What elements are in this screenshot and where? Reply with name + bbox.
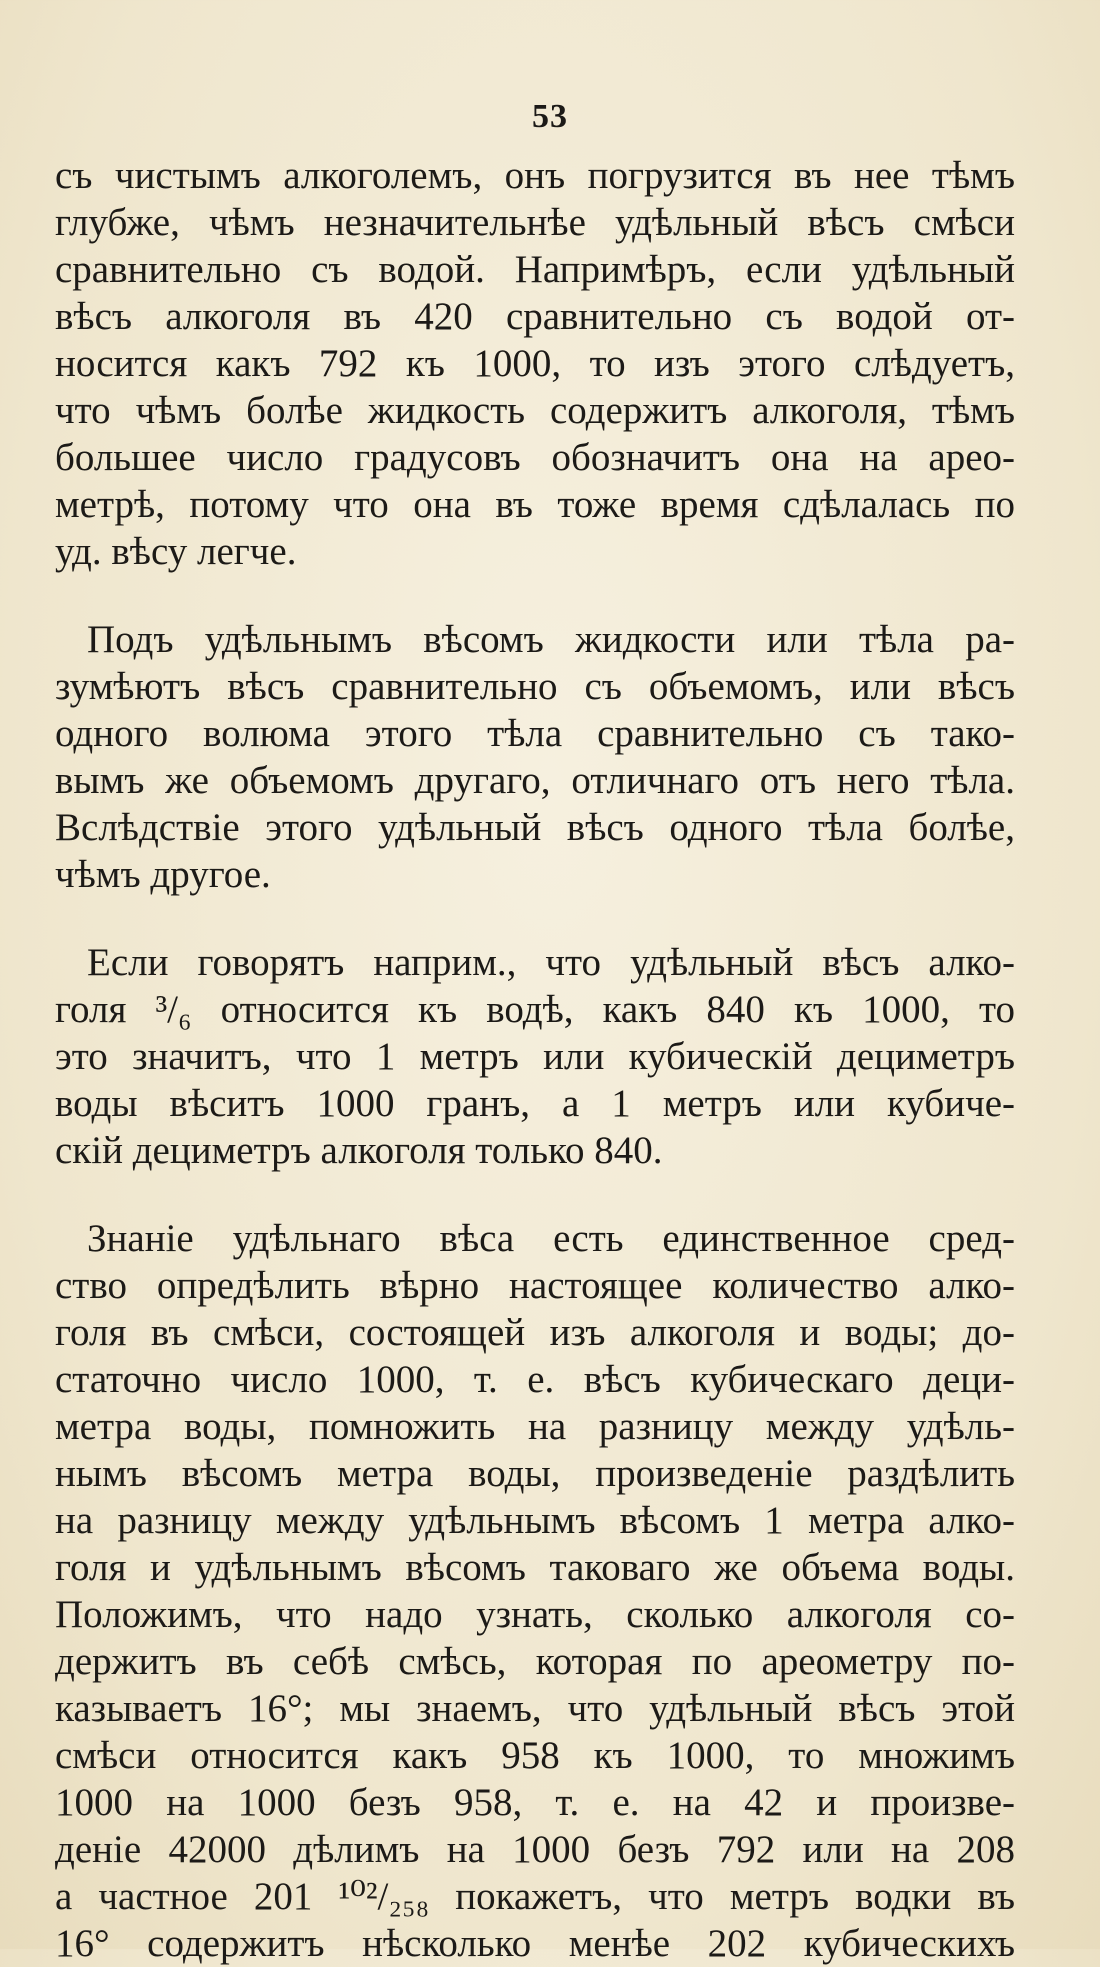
text-line: голя въ смѣси, состоящей изъ алкоголя и воды; до- xyxy=(55,1311,1015,1354)
text-line: метрѣ, потому что она въ тоже время сдѣлалась по xyxy=(55,483,1015,526)
page-number: 53 xyxy=(532,98,568,135)
text-line: глубже, чѣмъ незначительнѣе удѣльный вѣсъ смѣси xyxy=(55,201,1015,244)
text-line: голя ³/₆ относится къ водѣ, какъ 840 къ 1000, то xyxy=(55,988,1015,1031)
text-line: Положимъ, что надо узнать, сколько алкоголя со- xyxy=(55,1593,1015,1636)
body-text xyxy=(55,152,1015,1967)
text-line: воды вѣситъ 1000 гранъ, а 1 метръ или кубиче- xyxy=(55,1082,1015,1125)
text-line: держитъ въ себѣ смѣсь, которая по ареометру по- xyxy=(55,1640,1015,1683)
text-line: скій дециметръ алкоголя только 840. xyxy=(55,1129,663,1172)
text-line: Если говорятъ наприм., что удѣльный вѣсъ алко- xyxy=(87,941,1015,984)
text-line: нымъ вѣсомъ метра воды, произведеніе раздѣлить xyxy=(55,1452,1015,1495)
text-line: вымъ же объемомъ другаго, отличнаго отъ него тѣла. xyxy=(55,759,1015,802)
text-line: деніе 42000 дѣлимъ на 1000 безъ 792 или на 208 xyxy=(55,1828,1015,1871)
text-line: носится какъ 792 къ 1000, то изъ этого слѣдуетъ, xyxy=(55,342,1015,385)
paragraph-2 xyxy=(55,616,1015,898)
paragraph-3 xyxy=(55,939,1015,1174)
text-line: Знаніе удѣльнаго вѣса есть единственное сред- xyxy=(87,1217,1015,1260)
text-line: смѣси относится какъ 958 къ 1000, то множимъ xyxy=(55,1734,1015,1777)
text-line: Вслѣдствіе этого удѣльный вѣсъ одного тѣла болѣе, xyxy=(55,806,1015,849)
text-line: одного волюма этого тѣла сравнительно съ тако- xyxy=(55,712,1015,755)
text-line: ство опредѣлить вѣрно настоящее количество алко- xyxy=(55,1264,1015,1307)
text-line: 1000 на 1000 безъ 958, т. е. на 42 и произве- xyxy=(55,1781,1015,1824)
text-line: сравнительно съ водой. Напримѣръ, если удѣльный xyxy=(55,248,1015,291)
text-line: это значитъ, что 1 метръ или кубическій дециметръ xyxy=(55,1035,1015,1078)
text-line: а частное 201 ¹⁰²/₂₅₈ покажетъ, что метръ водки въ xyxy=(55,1875,1015,1918)
text-line: голя и удѣльнымъ вѣсомъ таковаго же объема воды. xyxy=(55,1546,1015,1589)
text-line: зумѣютъ вѣсъ сравнительно съ объемомъ, или вѣсъ xyxy=(55,665,1015,708)
text-line: вѣсъ алкоголя въ 420 сравнительно съ водой от- xyxy=(55,295,1015,338)
text-line: статочно число 1000, т. е. вѣсъ кубическаго деци- xyxy=(55,1358,1015,1401)
text-line: съ чистымъ алкоголемъ, онъ погрузится въ нее тѣмъ xyxy=(55,154,1015,197)
paragraph-1 xyxy=(55,152,1015,575)
text-line: 16° содержитъ нѣсколько менѣе 202 кубическихъ xyxy=(55,1922,1015,1965)
text-line: чѣмъ другое. xyxy=(55,853,271,896)
text-line: уд. вѣсу легче. xyxy=(55,530,297,573)
text-line: метра воды, помножить на разницу между удѣль- xyxy=(55,1405,1015,1448)
text-line: казываетъ 16°; мы знаемъ, что удѣльный вѣсъ этой xyxy=(55,1687,1015,1730)
text-line: большее число градусовъ обозначитъ она на арео- xyxy=(55,436,1015,479)
text-line: на разницу между удѣльнымъ вѣсомъ 1 метра алко- xyxy=(55,1499,1015,1542)
text-line: Подъ удѣльнымъ вѣсомъ жидкости или тѣла ра- xyxy=(87,618,1015,661)
text-line: что чѣмъ болѣе жидкость содержитъ алкоголя, тѣмъ xyxy=(55,389,1015,432)
paragraph-4 xyxy=(55,1215,1015,1967)
